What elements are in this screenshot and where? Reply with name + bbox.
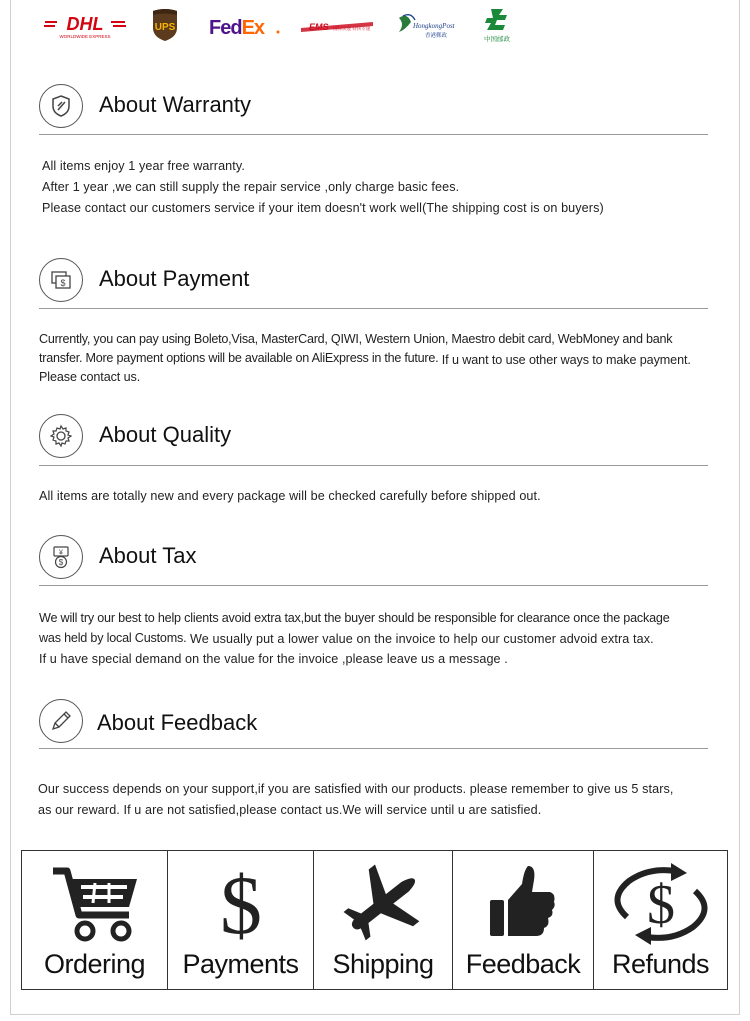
fedex-logo-fed: Fed — [209, 17, 242, 39]
tile-feedback-label: Feedback — [465, 949, 581, 979]
tile-refunds-label: Refunds — [611, 949, 710, 979]
ups-logo-text: UPS — [154, 22, 176, 33]
tax-line-1: We will try our best to help clients avoid extra tax,but the buyer should be responsible for clearance once the package — [39, 611, 670, 625]
hongkong-post-logo-subtext: 香港郵政 — [425, 33, 448, 39]
refund-cycle-icon — [594, 859, 727, 949]
feedback-pencil-icon — [39, 699, 83, 743]
feedback-heading: About Feedback — [97, 710, 258, 735]
payment-line-2b: If u want to use other ways to make payment. — [441, 353, 691, 367]
svg-text:FedEx — [209, 17, 265, 39]
china-post-logo-text: 中国邮政 — [484, 35, 510, 43]
dhl-logo-subtext: WORLDWIDE EXPRESS — [59, 34, 111, 39]
tax-line-3: If u have special demand on the value for the invoice ,please leave us a message . — [39, 652, 508, 666]
ems-logo-text: EMS — [309, 22, 329, 32]
tile-refunds — [594, 851, 727, 989]
feedback-divider — [39, 748, 708, 749]
dhl-logo-text: DHL — [66, 14, 104, 34]
thumbs-up-icon — [453, 859, 593, 949]
product-info-page — [10, 0, 740, 1015]
tax-line-2a: was held by local Customs. — [39, 631, 187, 645]
ems-logo — [299, 18, 375, 36]
payment-line-1: Currently, you can pay using Boleto,Visa, MasterCard, QIWI, Western Union, Maestro debit card, WebMoney and bank — [39, 332, 673, 346]
svg-text:$: $ — [646, 874, 675, 936]
svg-text:$: $ — [219, 861, 262, 947]
payment-line-3: Please contact us. — [39, 370, 141, 384]
china-post-logo — [479, 6, 515, 46]
quality-heading: About Quality — [99, 422, 232, 447]
ems-logo-subtext: 国际快递 特快专递 — [333, 26, 371, 31]
svg-text:$: $ — [58, 558, 64, 567]
svg-text:¥: ¥ — [59, 549, 63, 557]
warranty-line-3: Please contact our customers service if your item doesn't work well(The shipping cost is on buyers) — [42, 201, 604, 215]
payment-text — [39, 330, 691, 387]
tax-line-2 — [39, 628, 670, 648]
ups-logo — [151, 8, 179, 42]
warranty-heading: About Warranty — [99, 92, 252, 117]
feedback-line-1: Our success depends on your support,if you are satisfied with our products. please remember to give us 5 stars, — [38, 782, 674, 796]
service-tiles — [21, 850, 728, 990]
tile-feedback — [453, 851, 594, 989]
svg-text:$: $ — [60, 278, 66, 288]
dollar-sign-icon — [168, 859, 313, 949]
quality-divider — [39, 465, 708, 466]
tile-ordering-label: Ordering — [43, 949, 146, 979]
payment-line-2 — [39, 349, 691, 368]
hongkong-post-logo-text: HongkongPost — [413, 22, 455, 30]
tile-shipping — [314, 851, 453, 989]
feedback-line-2: as our reward. If u are not satisfied,please contact us.We will service until u are satisfied. — [38, 803, 542, 817]
tax-line-2b: We usually put a lower value on the invoice to help our customer advoid extra tax. — [190, 632, 654, 646]
payment-bill-icon — [39, 258, 83, 302]
warranty-text — [42, 156, 604, 219]
payment-divider — [39, 308, 708, 309]
quality-gear-icon — [39, 414, 83, 458]
tax-coin-icon — [39, 535, 83, 579]
feedback-text — [38, 779, 674, 821]
warranty-shield-icon — [39, 84, 83, 128]
tile-payments — [168, 851, 314, 989]
payment-line-2a: transfer. More payment options will be available on AliExpress in the future. — [39, 351, 439, 365]
tile-payments-label: Payments — [182, 949, 299, 979]
tax-heading: About Tax — [99, 543, 197, 568]
quality-line-1: All items are totally new and every package will be checked carefully before shipped out. — [39, 489, 541, 503]
tile-shipping-label: Shipping — [332, 949, 434, 979]
dhl-logo — [43, 14, 127, 40]
payment-heading: About Payment — [99, 266, 250, 291]
warranty-line-1: All items enjoy 1 year free warranty. — [42, 159, 245, 173]
fedex-logo — [209, 14, 281, 40]
fedex-logo-ex: Ex — [241, 17, 265, 39]
warranty-divider — [39, 134, 708, 135]
tax-divider — [39, 585, 708, 586]
hongkong-post-logo — [395, 10, 457, 42]
tax-text — [39, 608, 670, 669]
airplane-icon — [314, 859, 452, 949]
tile-ordering — [22, 851, 168, 989]
quality-text — [39, 486, 541, 507]
warranty-line-2: After 1 year ,we can still supply the repair service ,only charge basic fees. — [42, 180, 460, 194]
shopping-cart-icon — [22, 859, 167, 949]
